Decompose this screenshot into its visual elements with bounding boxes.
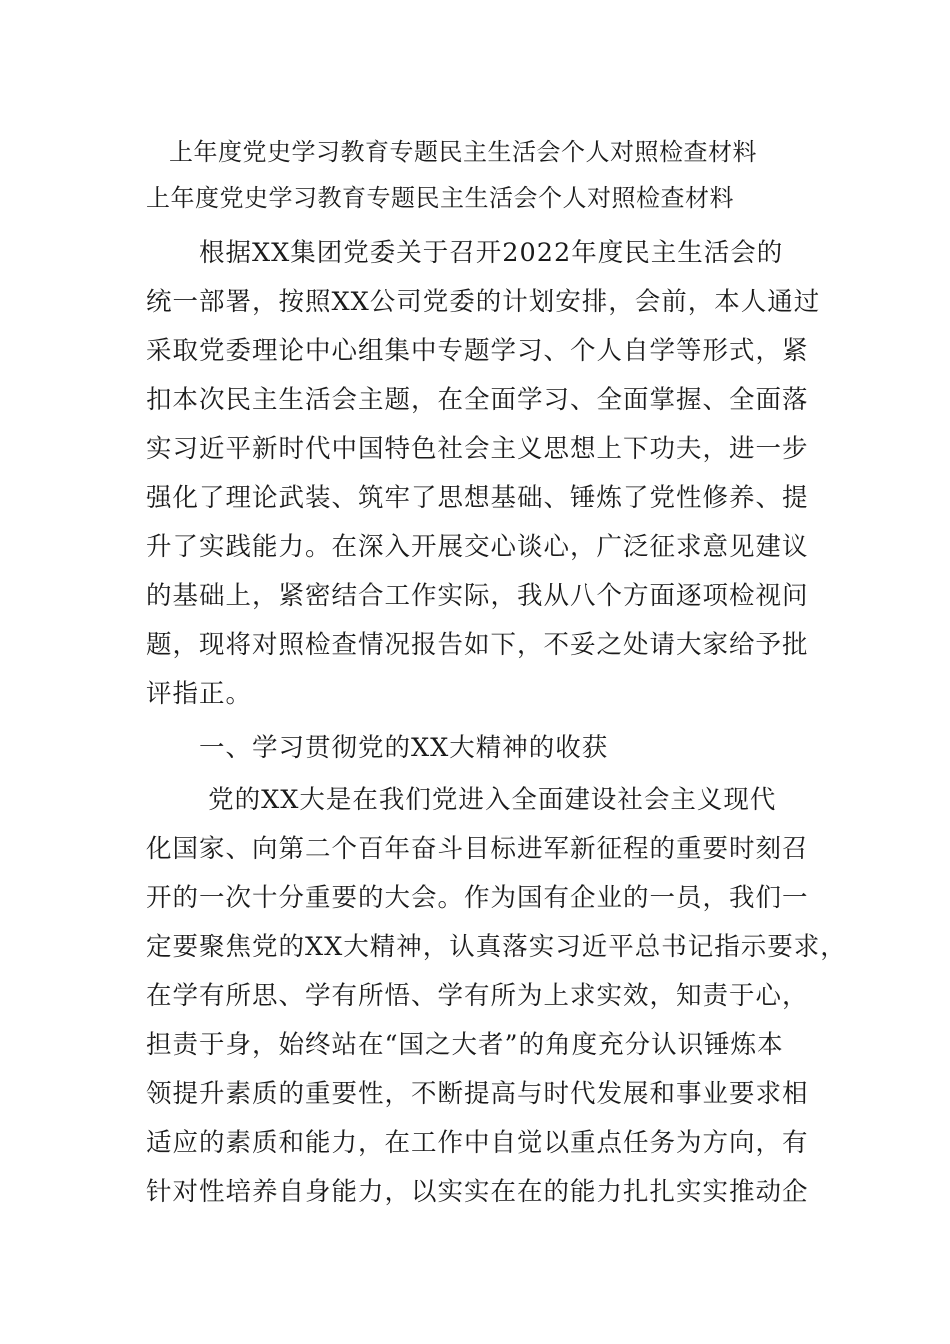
paragraph-line: 开的一次十分重要的大会。作为国有企业的一员，我们一 [146,883,809,913]
paragraph-line: 担责于身，始终站在“国之大者”的角度充分认识锤炼本 [146,1030,784,1060]
paragraph-line: 的基础上，紧密结合工作实际，我从八个方面逐项检视问 [146,581,809,611]
paragraph-line: 适应的素质和能力，在工作中自觉以重点任务为方向，有 [146,1128,809,1158]
paragraph-line: 题，现将对照检查情况报告如下，不妥之处请大家给予批 [146,630,809,660]
paragraph-line: 扣本次民主生活会主题，在全面学习、全面掌握、全面落 [146,385,809,415]
paragraph-line: 领提升素质的重要性，不断提高与时代发展和事业要求相 [146,1079,809,1109]
document-title: 上年度党史学习教育专题民主生活会个人对照检查材料 [169,138,757,166]
paragraph-line: 强化了理论武装、筑牢了思想基础、锤炼了党性修养、提 [146,483,809,513]
paragraph-line: 采取党委理论中心组集中专题学习、个人自学等形式，紧 [146,336,809,366]
paragraph-line: 针对性培养自身能力，以实实在在的能力扎扎实实推动企 [146,1177,809,1207]
paragraph-line: 评指正。 [146,679,253,709]
paragraph-line: 在学有所思、学有所悟、学有所为上求实效，知责于心， [146,981,809,1011]
paragraph-line: 化国家、向第二个百年奋斗目标进军新征程的重要时刻召 [146,834,809,864]
document-title-repeat: 上年度党史学习教育专题民主生活会个人对照检查材料 [146,184,734,212]
paragraph-line: 党的XX大是在我们党进入全面建设社会主义现代 [146,785,777,815]
paragraph-line: 升了实践能力。在深入开展交心谈心，广泛征求意见建议 [146,532,809,562]
paragraph-line: 实习近平新时代中国特色社会主义思想上下功夫，进一步 [146,434,809,464]
section-heading: 一、学习贯彻党的XX大精神的收获 [146,733,609,763]
paragraph-line: 统一部署，按照XX公司党委的计划安排，会前，本人通过 [146,287,821,317]
paragraph-line: 定要聚焦党的XX大精神，认真落实习近平总书记指示要求， [146,932,847,962]
paragraph-line: 根据XX集团党委关于召开2022年度民主生活会的 [146,238,784,268]
